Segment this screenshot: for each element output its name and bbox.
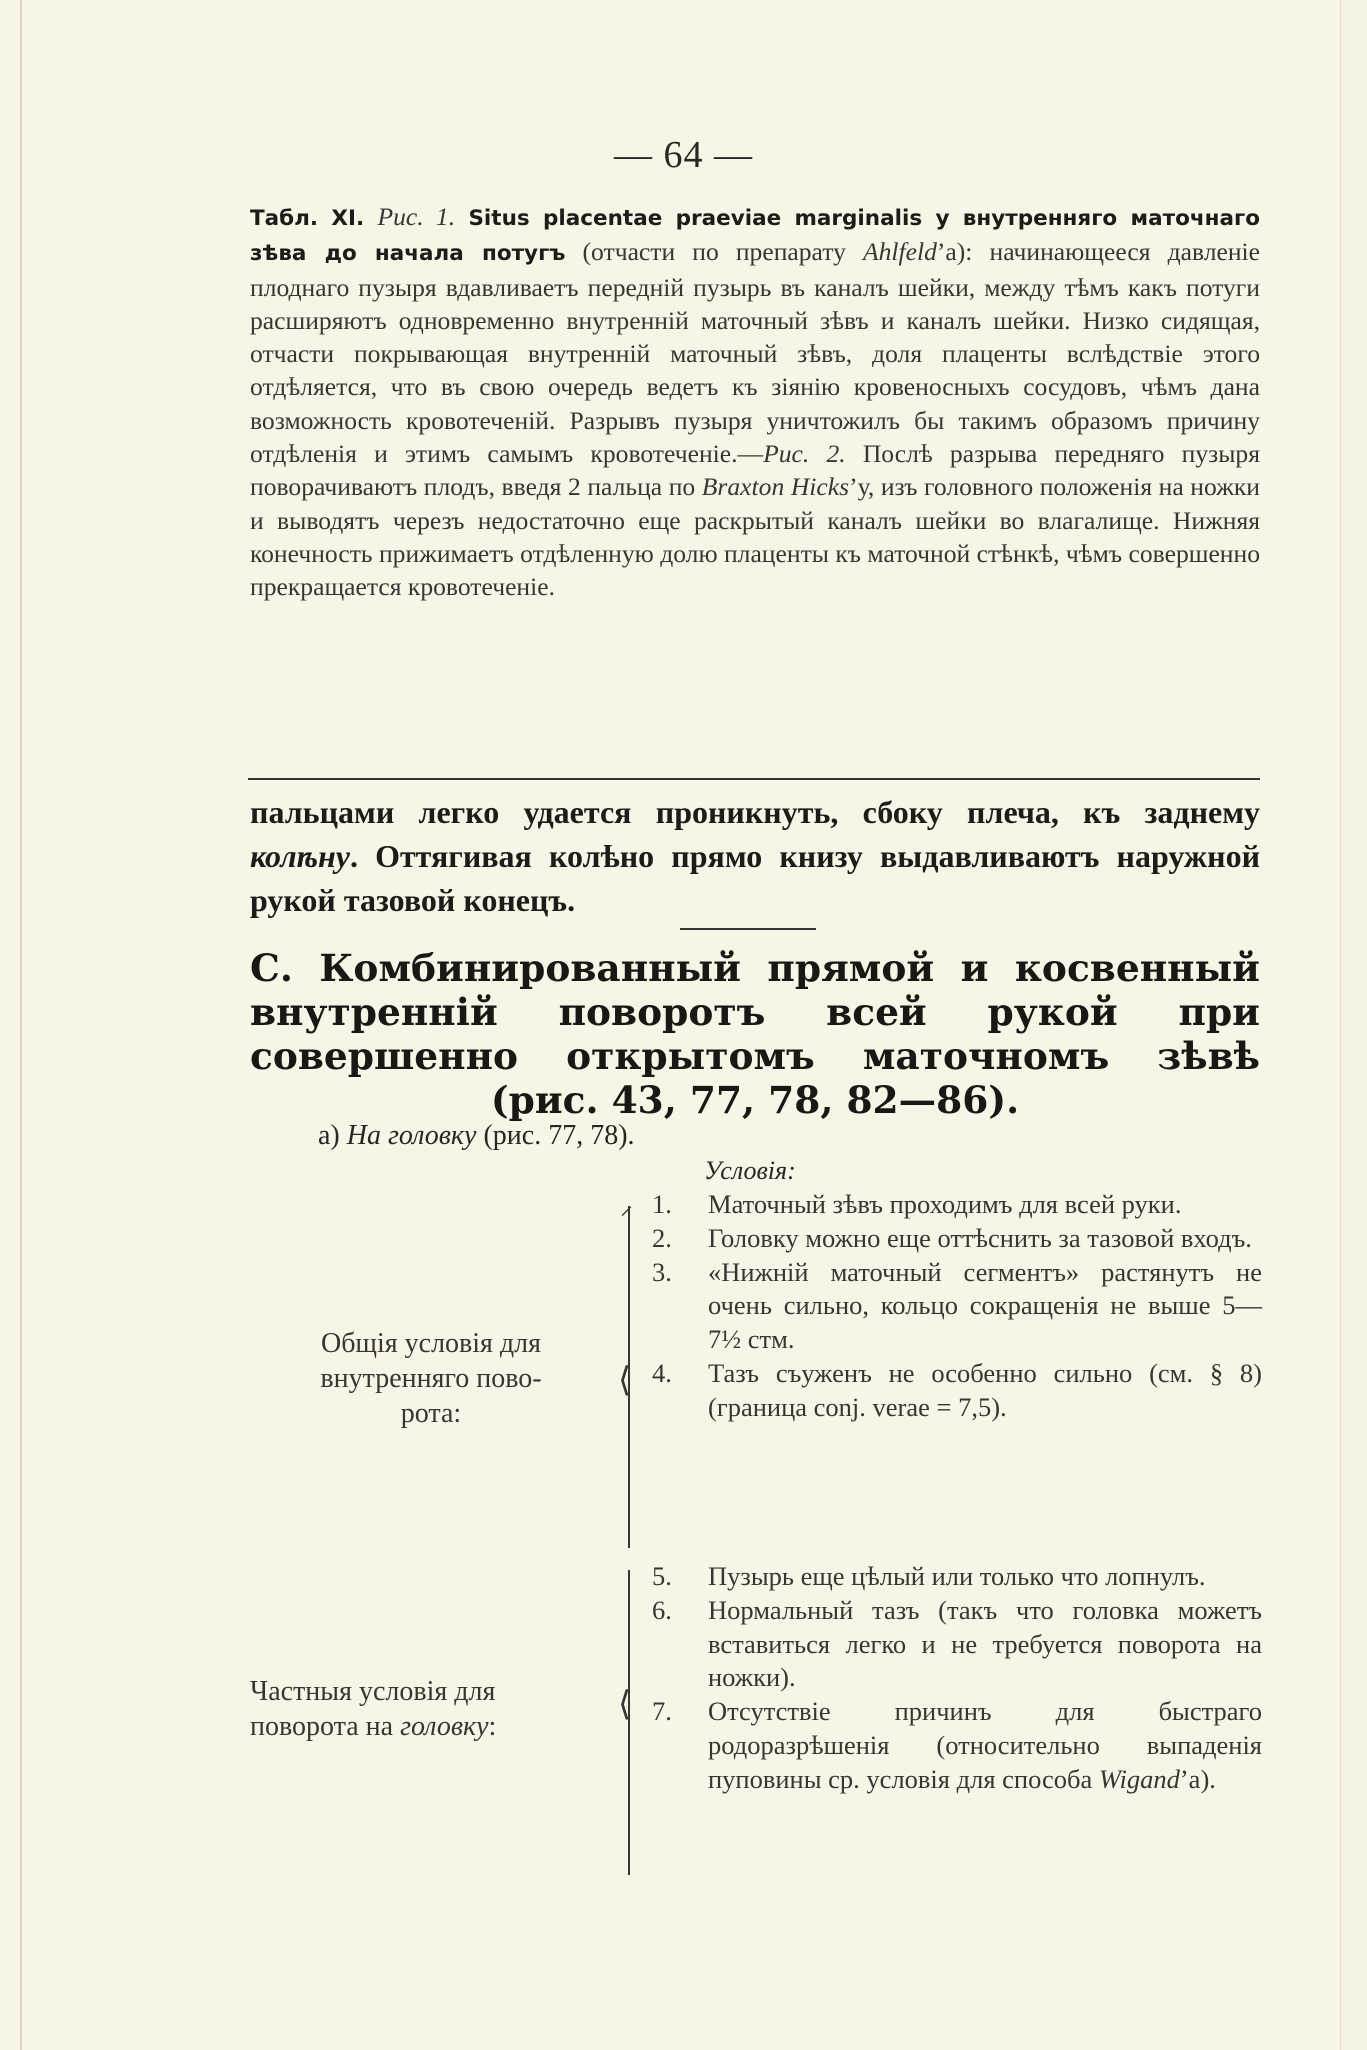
special-label-line-2 [250,1709,610,1744]
special-label-suffix: : [488,1711,497,1742]
list-item [652,1188,1262,1222]
list-item [652,1695,1262,1796]
conditions-list-general [652,1188,1262,1425]
general-brace-top: ⸝ [620,1191,634,1220]
list-item [652,1256,1262,1357]
caption-text-4: ’у, изъ головного положенія на ножки и выводятъ черезъ недостаточно еще раскрытый каналъ шейки во влагалище. Нижняя конечность прижимаетъ отдѣленную долю плаценты къ маточной стѣнкѣ, чѣмъ совершенно прекращается кровотеченіе. [250,472,1260,602]
general-conditions-label [260,1326,602,1431]
item-text: Пузырь еще цѣлый или только что лопнулъ. [708,1561,1206,1591]
section-heading: С. Комбинированный прямой и косвенный внутренній поворотъ всей рукой при совершенно открытомъ маточномъ зѣвѣ (рис. 43, 77, 78, 82—86). [250,946,1260,1122]
caption-title: Situs placentae praeviae marginalis у внутренняго маточнаго зѣва до начала потугъ [250,206,1260,267]
subsection-a [318,1120,635,1152]
list-item [652,1222,1262,1256]
caption-table-ref: Табл. XI. [250,206,378,231]
item-text: Отсутствіе причинъ для быстраго родоразрѣшенія (относительно выпаденія пуповины ср. условія для способа [708,1696,1262,1794]
conditions-title: Условія: [704,1156,796,1185]
subsection-a-title: На головку [346,1120,477,1151]
general-label-line-2: внутренняго пово- [320,1363,542,1394]
caption-divider [248,778,1260,780]
item-text: Головку можно еще оттѣснить за тазовой входъ. [708,1222,1252,1253]
item-wigand: Wigand [1098,1763,1180,1794]
body-paragraph [250,790,1260,922]
caption-text-2: ’а): начинающееся давленіе плоднаго пузыря вдавливаетъ передній пузырь въ каналъ шейки, между тѣмъ какъ потуги расширяютъ одновременно внутренній маточный зѣвъ и каналъ шейки. Низко сидящая, отчасти покрывающая внутренній маточный зѣвъ, доля плаценты вслѣдствіе этого отдѣляется, что въ свою очередь ведетъ къ зіянію кровеносныхъ сосудовъ, чѣмъ дана возможность кровотеченій. Разрывъ пузыря уничтожилъ бы такимъ образомъ причину отдѣленія и этимъ самымъ кровотеченіе.— [250,237,1260,469]
item-number: 1. [652,1189,672,1219]
body-knee: колѣну [250,838,350,874]
item-number: 5. [652,1561,672,1591]
subsection-a-prefix: a) [318,1120,347,1151]
list-item [652,1594,1262,1695]
caption-ahlfeld: Ahlfeld [862,237,937,267]
caption-fig1-ref: Рис. 1. [377,202,456,231]
general-label-line-3: рота: [400,1398,462,1429]
special-conditions-label [250,1674,610,1744]
caption-fig2-ref: Рис. 2. [763,439,846,469]
body-text-a: пальцами легко удается проникнуть, сбоку плеча, къ заднему [250,794,1260,830]
subsection-a-refs: (рис. 77, 78). [476,1120,635,1151]
general-brace-mid: ⟨ [618,1362,632,1399]
item-number: 3. [652,1256,672,1287]
general-label-line-1: Общія условія для [320,1328,542,1359]
item-text-end: ’а). [1179,1763,1216,1794]
item-text: Тазъ съуженъ не особенно сильно (см. § 8) (граница conj. verae = 7,5). [708,1357,1262,1422]
caption-braxton: Braxton Hicks [701,472,850,502]
list-item [652,1357,1262,1425]
list-item [652,1560,1262,1594]
special-label-prefix: поворота на [250,1711,401,1742]
caption-text-3: Послѣ разрыва передняго пузыря поворачиваютъ плодъ, введя 2 пальца по [250,439,1260,502]
item-number: 2. [652,1222,672,1253]
item-text: Нормальный тазъ (такъ что головка можетъ вставиться легко и не требуется поворота на ножки). [708,1594,1262,1693]
special-label-line-1: Частныя условія для [250,1676,496,1707]
item-text: «Нижній маточный сегментъ» растянутъ не очень сильно, кольцо сокращенія не выше 5—7½ стм. [708,1256,1262,1355]
page-spine-line [20,0,22,2050]
item-number: 7. [652,1696,672,1727]
special-brace-mid: ⟨ [618,1686,632,1723]
conditions-list-special [652,1560,1262,1797]
section-divider [680,928,816,930]
page-number: — 64 — [614,134,753,176]
item-number: 6. [652,1594,672,1625]
caption-text-1: (отчасти по препарату [565,237,863,267]
body-text-b: . Оттягивая колѣно прямо книзу выдавливаютъ наружной рукой тазовой конецъ. [250,838,1260,918]
item-text: Маточный зѣвъ проходимъ для всей руки. [708,1189,1182,1219]
item-number: 4. [652,1357,672,1388]
special-label-italic: головку [400,1711,489,1742]
figure-caption [250,200,1260,604]
